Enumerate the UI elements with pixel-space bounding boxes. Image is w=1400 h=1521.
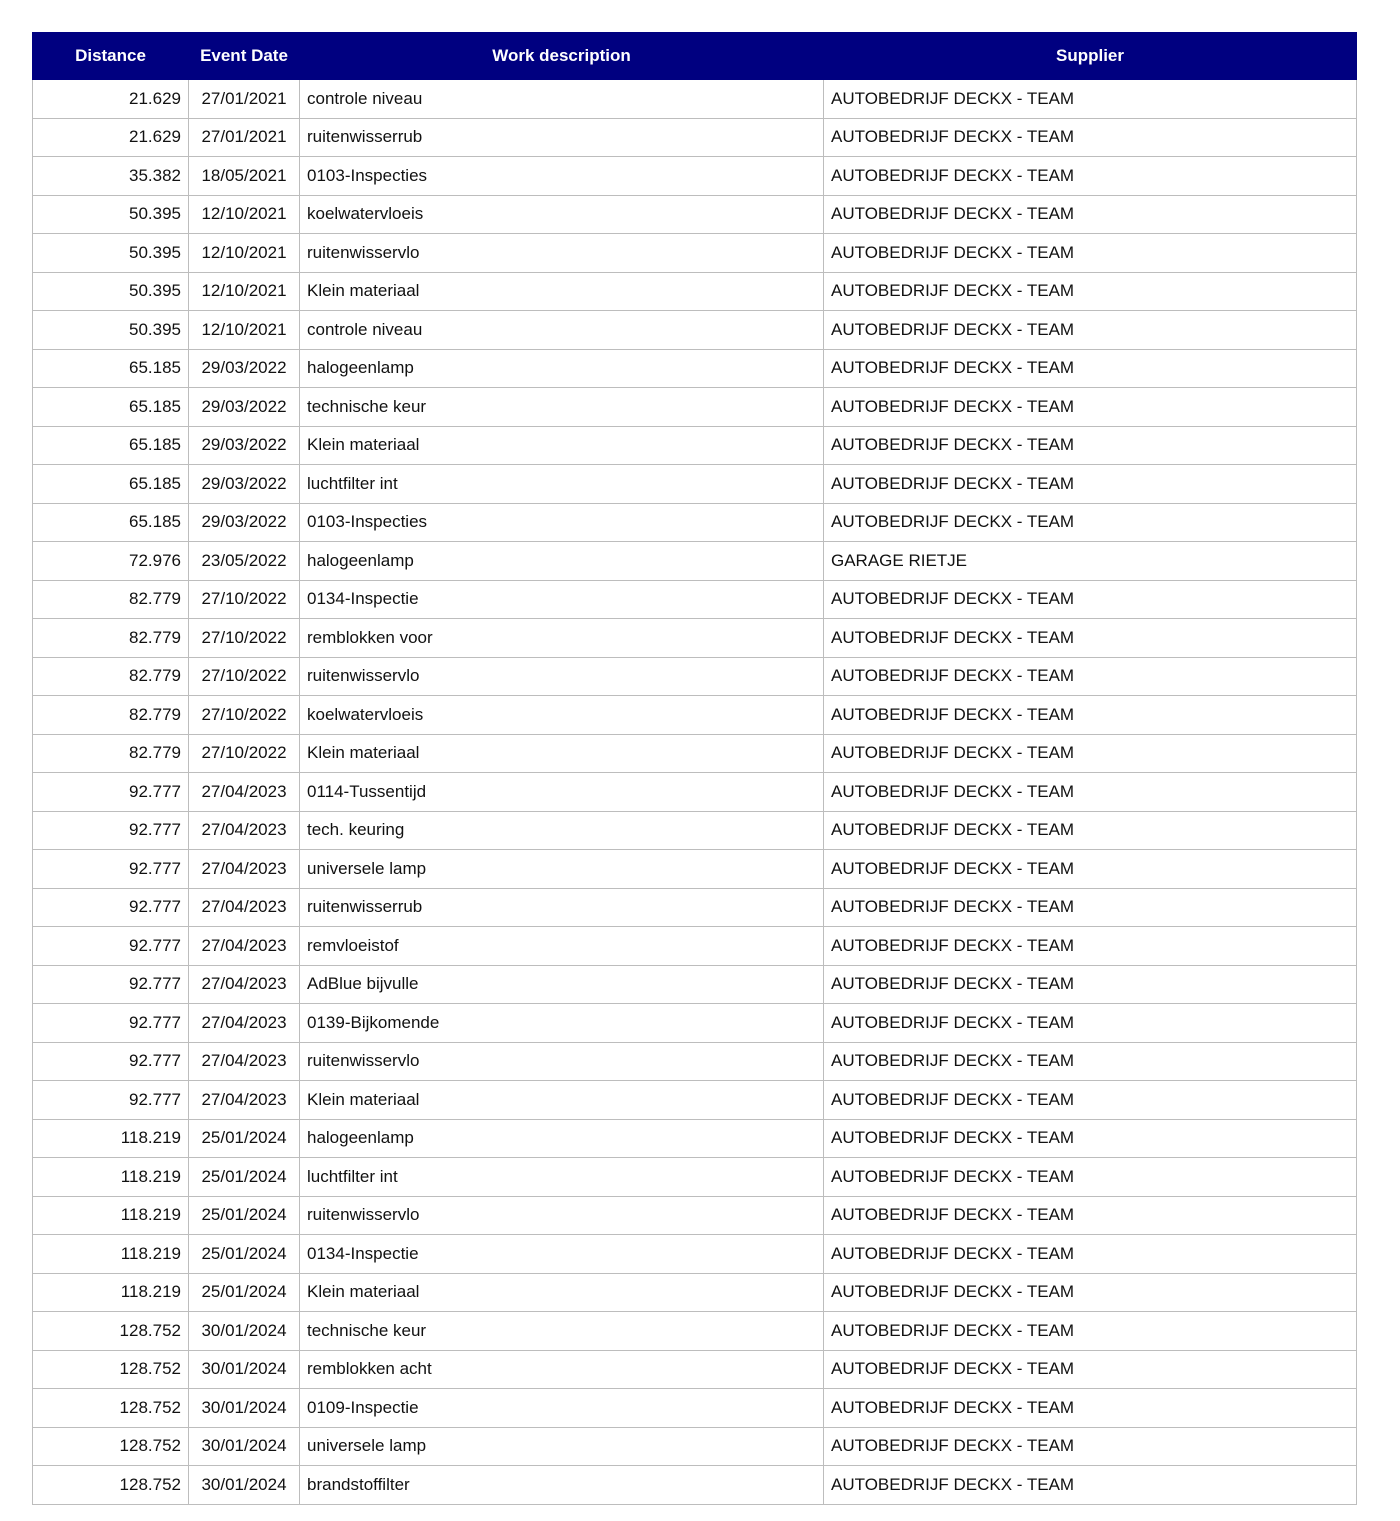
distance-cell: 118.219 xyxy=(33,1158,189,1197)
distance-cell: 92.777 xyxy=(33,811,189,850)
distance-cell: 128.752 xyxy=(33,1466,189,1505)
distance-cell: 65.185 xyxy=(33,388,189,427)
work-description-cell: controle niveau xyxy=(300,311,824,350)
event-date-cell: 12/10/2021 xyxy=(189,195,300,234)
event-date-cell: 25/01/2024 xyxy=(189,1119,300,1158)
work-description-cell: remvloeistof xyxy=(300,927,824,966)
table-row xyxy=(33,965,1357,1004)
work-description-cell: ruitenwisservlo xyxy=(300,234,824,273)
table-row xyxy=(33,503,1357,542)
work-description-cell: Klein materiaal xyxy=(300,272,824,311)
distance-cell: 65.185 xyxy=(33,503,189,542)
table-row xyxy=(33,118,1357,157)
work-description-cell: 0103-Inspecties xyxy=(300,157,824,196)
event-date-cell: 27/10/2022 xyxy=(189,580,300,619)
supplier-cell: AUTOBEDRIJF DECKX - TEAM xyxy=(824,1004,1357,1043)
distance-cell: 72.976 xyxy=(33,542,189,581)
distance-cell: 50.395 xyxy=(33,311,189,350)
event-date-cell: 18/05/2021 xyxy=(189,157,300,196)
event-date-cell: 27/04/2023 xyxy=(189,811,300,850)
distance-cell: 118.219 xyxy=(33,1273,189,1312)
distance-cell: 118.219 xyxy=(33,1119,189,1158)
distance-cell: 82.779 xyxy=(33,657,189,696)
table-row xyxy=(33,850,1357,889)
column-header-distance: Distance xyxy=(33,33,189,80)
table-row xyxy=(33,1081,1357,1120)
event-date-cell: 12/10/2021 xyxy=(189,311,300,350)
distance-cell: 128.752 xyxy=(33,1312,189,1351)
work-description-cell: halogeenlamp xyxy=(300,1119,824,1158)
event-date-cell: 29/03/2022 xyxy=(189,349,300,388)
work-description-cell: Klein materiaal xyxy=(300,1273,824,1312)
distance-cell: 92.777 xyxy=(33,1042,189,1081)
supplier-cell: AUTOBEDRIJF DECKX - TEAM xyxy=(824,850,1357,889)
distance-cell: 82.779 xyxy=(33,619,189,658)
event-date-cell: 30/01/2024 xyxy=(189,1350,300,1389)
event-date-cell: 25/01/2024 xyxy=(189,1196,300,1235)
header-row xyxy=(33,33,1357,80)
event-date-cell: 30/01/2024 xyxy=(189,1427,300,1466)
column-header-event-date: Event Date xyxy=(189,33,300,80)
supplier-cell: AUTOBEDRIJF DECKX - TEAM xyxy=(824,1466,1357,1505)
event-date-cell: 30/01/2024 xyxy=(189,1466,300,1505)
table-row xyxy=(33,619,1357,658)
work-description-cell: 0134-Inspectie xyxy=(300,580,824,619)
distance-cell: 65.185 xyxy=(33,465,189,504)
table-row xyxy=(33,1004,1357,1043)
supplier-cell: AUTOBEDRIJF DECKX - TEAM xyxy=(824,927,1357,966)
supplier-cell: AUTOBEDRIJF DECKX - TEAM xyxy=(824,118,1357,157)
supplier-cell: AUTOBEDRIJF DECKX - TEAM xyxy=(824,426,1357,465)
work-description-cell: remblokken acht xyxy=(300,1350,824,1389)
event-date-cell: 25/01/2024 xyxy=(189,1158,300,1197)
table-row xyxy=(33,157,1357,196)
supplier-cell: AUTOBEDRIJF DECKX - TEAM xyxy=(824,1235,1357,1274)
work-description-cell: tech. keuring xyxy=(300,811,824,850)
event-date-cell: 30/01/2024 xyxy=(189,1389,300,1428)
work-description-cell: universele lamp xyxy=(300,1427,824,1466)
table-row xyxy=(33,1158,1357,1197)
distance-cell: 50.395 xyxy=(33,234,189,273)
event-date-cell: 29/03/2022 xyxy=(189,388,300,427)
table-row xyxy=(33,1273,1357,1312)
table-row xyxy=(33,234,1357,273)
supplier-cell: AUTOBEDRIJF DECKX - TEAM xyxy=(824,1081,1357,1120)
table-row xyxy=(33,734,1357,773)
table-row xyxy=(33,657,1357,696)
work-description-cell: controle niveau xyxy=(300,80,824,119)
distance-cell: 92.777 xyxy=(33,1081,189,1120)
table-row xyxy=(33,388,1357,427)
event-date-cell: 29/03/2022 xyxy=(189,465,300,504)
supplier-cell: AUTOBEDRIJF DECKX - TEAM xyxy=(824,965,1357,1004)
distance-cell: 118.219 xyxy=(33,1196,189,1235)
distance-cell: 128.752 xyxy=(33,1427,189,1466)
event-date-cell: 12/10/2021 xyxy=(189,234,300,273)
distance-cell: 92.777 xyxy=(33,850,189,889)
event-date-cell: 27/04/2023 xyxy=(189,1081,300,1120)
work-description-cell: Klein materiaal xyxy=(300,734,824,773)
supplier-cell: AUTOBEDRIJF DECKX - TEAM xyxy=(824,1350,1357,1389)
supplier-cell: AUTOBEDRIJF DECKX - TEAM xyxy=(824,1389,1357,1428)
table-row xyxy=(33,773,1357,812)
supplier-cell: AUTOBEDRIJF DECKX - TEAM xyxy=(824,272,1357,311)
event-date-cell: 27/04/2023 xyxy=(189,1004,300,1043)
work-description-cell: technische keur xyxy=(300,388,824,427)
event-date-cell: 25/01/2024 xyxy=(189,1235,300,1274)
distance-cell: 21.629 xyxy=(33,80,189,119)
supplier-cell: AUTOBEDRIJF DECKX - TEAM xyxy=(824,503,1357,542)
supplier-cell: AUTOBEDRIJF DECKX - TEAM xyxy=(824,773,1357,812)
table-row xyxy=(33,195,1357,234)
event-date-cell: 27/10/2022 xyxy=(189,734,300,773)
table-row xyxy=(33,696,1357,735)
event-date-cell: 27/10/2022 xyxy=(189,657,300,696)
table-row xyxy=(33,1119,1357,1158)
work-description-cell: luchtfilter int xyxy=(300,1158,824,1197)
table-body xyxy=(33,80,1357,1505)
supplier-cell: AUTOBEDRIJF DECKX - TEAM xyxy=(824,657,1357,696)
work-description-cell: 0114-Tussentijd xyxy=(300,773,824,812)
supplier-cell: AUTOBEDRIJF DECKX - TEAM xyxy=(824,80,1357,119)
table-row xyxy=(33,1389,1357,1428)
distance-cell: 82.779 xyxy=(33,734,189,773)
supplier-cell: AUTOBEDRIJF DECKX - TEAM xyxy=(824,465,1357,504)
table-header xyxy=(33,33,1357,80)
work-description-cell: ruitenwisservlo xyxy=(300,1196,824,1235)
distance-cell: 92.777 xyxy=(33,888,189,927)
supplier-cell: AUTOBEDRIJF DECKX - TEAM xyxy=(824,1196,1357,1235)
supplier-cell: AUTOBEDRIJF DECKX - TEAM xyxy=(824,1312,1357,1351)
event-date-cell: 27/04/2023 xyxy=(189,888,300,927)
supplier-cell: AUTOBEDRIJF DECKX - TEAM xyxy=(824,234,1357,273)
event-date-cell: 27/04/2023 xyxy=(189,850,300,889)
distance-cell: 50.395 xyxy=(33,195,189,234)
work-description-cell: Klein materiaal xyxy=(300,1081,824,1120)
work-description-cell: 0139-Bijkomende xyxy=(300,1004,824,1043)
supplier-cell: AUTOBEDRIJF DECKX - TEAM xyxy=(824,1273,1357,1312)
supplier-cell: AUTOBEDRIJF DECKX - TEAM xyxy=(824,388,1357,427)
event-date-cell: 27/04/2023 xyxy=(189,965,300,1004)
work-description-cell: halogeenlamp xyxy=(300,542,824,581)
distance-cell: 92.777 xyxy=(33,773,189,812)
work-description-cell: AdBlue bijvulle xyxy=(300,965,824,1004)
distance-cell: 118.219 xyxy=(33,1235,189,1274)
event-date-cell: 23/05/2022 xyxy=(189,542,300,581)
supplier-cell: AUTOBEDRIJF DECKX - TEAM xyxy=(824,1119,1357,1158)
event-date-cell: 25/01/2024 xyxy=(189,1273,300,1312)
table-row xyxy=(33,1235,1357,1274)
supplier-cell: AUTOBEDRIJF DECKX - TEAM xyxy=(824,1042,1357,1081)
table-row xyxy=(33,888,1357,927)
table-row xyxy=(33,1196,1357,1235)
distance-cell: 65.185 xyxy=(33,426,189,465)
supplier-cell: AUTOBEDRIJF DECKX - TEAM xyxy=(824,580,1357,619)
distance-cell: 92.777 xyxy=(33,965,189,1004)
work-description-cell: 0134-Inspectie xyxy=(300,1235,824,1274)
event-date-cell: 27/10/2022 xyxy=(189,696,300,735)
work-description-cell: universele lamp xyxy=(300,850,824,889)
work-description-cell: 0103-Inspecties xyxy=(300,503,824,542)
event-date-cell: 29/03/2022 xyxy=(189,426,300,465)
distance-cell: 128.752 xyxy=(33,1389,189,1428)
table-row xyxy=(33,1466,1357,1505)
supplier-cell: AUTOBEDRIJF DECKX - TEAM xyxy=(824,157,1357,196)
maintenance-history-table xyxy=(32,32,1357,1505)
work-description-cell: Klein materiaal xyxy=(300,426,824,465)
work-description-cell: ruitenwisserrub xyxy=(300,118,824,157)
work-description-cell: ruitenwisserrub xyxy=(300,888,824,927)
event-date-cell: 27/04/2023 xyxy=(189,927,300,966)
table-row xyxy=(33,1312,1357,1351)
supplier-cell: AUTOBEDRIJF DECKX - TEAM xyxy=(824,888,1357,927)
table-row xyxy=(33,465,1357,504)
maintenance-history-table-container xyxy=(32,32,1356,1505)
distance-cell: 21.629 xyxy=(33,118,189,157)
distance-cell: 92.777 xyxy=(33,1004,189,1043)
work-description-cell: halogeenlamp xyxy=(300,349,824,388)
table-row xyxy=(33,1350,1357,1389)
event-date-cell: 27/01/2021 xyxy=(189,80,300,119)
distance-cell: 82.779 xyxy=(33,580,189,619)
event-date-cell: 12/10/2021 xyxy=(189,272,300,311)
work-description-cell: ruitenwisservlo xyxy=(300,1042,824,1081)
distance-cell: 92.777 xyxy=(33,927,189,966)
distance-cell: 128.752 xyxy=(33,1350,189,1389)
column-header-supplier: Supplier xyxy=(824,33,1357,80)
table-row xyxy=(33,349,1357,388)
table-row xyxy=(33,811,1357,850)
table-row xyxy=(33,1427,1357,1466)
event-date-cell: 29/03/2022 xyxy=(189,503,300,542)
event-date-cell: 27/04/2023 xyxy=(189,773,300,812)
event-date-cell: 27/04/2023 xyxy=(189,1042,300,1081)
table-row xyxy=(33,426,1357,465)
table-row xyxy=(33,927,1357,966)
supplier-cell: AUTOBEDRIJF DECKX - TEAM xyxy=(824,349,1357,388)
table-row xyxy=(33,1042,1357,1081)
event-date-cell: 27/10/2022 xyxy=(189,619,300,658)
work-description-cell: 0109-Inspectie xyxy=(300,1389,824,1428)
work-description-cell: brandstoffilter xyxy=(300,1466,824,1505)
supplier-cell: AUTOBEDRIJF DECKX - TEAM xyxy=(824,1427,1357,1466)
event-date-cell: 27/01/2021 xyxy=(189,118,300,157)
work-description-cell: ruitenwisservlo xyxy=(300,657,824,696)
distance-cell: 50.395 xyxy=(33,272,189,311)
supplier-cell: GARAGE RIETJE xyxy=(824,542,1357,581)
supplier-cell: AUTOBEDRIJF DECKX - TEAM xyxy=(824,696,1357,735)
table-row xyxy=(33,272,1357,311)
supplier-cell: AUTOBEDRIJF DECKX - TEAM xyxy=(824,311,1357,350)
work-description-cell: koelwatervloeis xyxy=(300,195,824,234)
supplier-cell: AUTOBEDRIJF DECKX - TEAM xyxy=(824,811,1357,850)
supplier-cell: AUTOBEDRIJF DECKX - TEAM xyxy=(824,734,1357,773)
work-description-cell: remblokken voor xyxy=(300,619,824,658)
table-row xyxy=(33,542,1357,581)
table-row xyxy=(33,80,1357,119)
table-row xyxy=(33,311,1357,350)
work-description-cell: koelwatervloeis xyxy=(300,696,824,735)
distance-cell: 65.185 xyxy=(33,349,189,388)
table-row xyxy=(33,580,1357,619)
supplier-cell: AUTOBEDRIJF DECKX - TEAM xyxy=(824,195,1357,234)
distance-cell: 35.382 xyxy=(33,157,189,196)
column-header-work-description: Work description xyxy=(300,33,824,80)
supplier-cell: AUTOBEDRIJF DECKX - TEAM xyxy=(824,1158,1357,1197)
work-description-cell: luchtfilter int xyxy=(300,465,824,504)
supplier-cell: AUTOBEDRIJF DECKX - TEAM xyxy=(824,619,1357,658)
work-description-cell: technische keur xyxy=(300,1312,824,1351)
event-date-cell: 30/01/2024 xyxy=(189,1312,300,1351)
distance-cell: 82.779 xyxy=(33,696,189,735)
